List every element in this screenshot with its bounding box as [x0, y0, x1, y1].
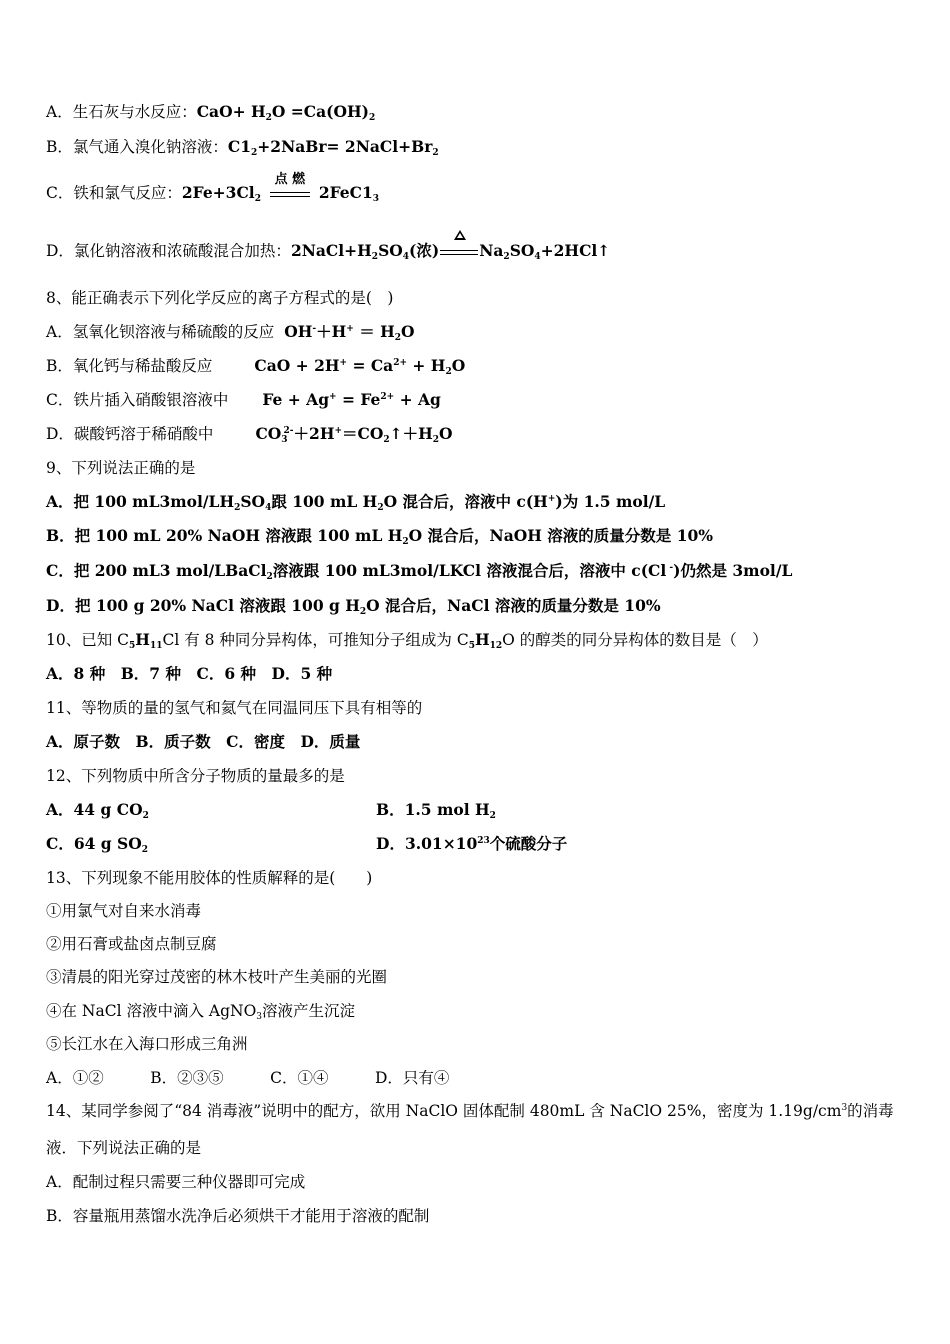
- q13-item-1: ①用氯气对自来水消毒: [46, 902, 202, 920]
- q10-options: A．8 种 B．7 种 C．6 种 D．5 种: [46, 664, 333, 683]
- q9-option-c: C．把 200 mL3 mol/LBaCl$_2$溶液跟 100 mL3mol/LKCl 溶液混合后，溶液中 c(Cl -)仍然是 3mol/L: [46, 561, 793, 582]
- q8-option-a: A．氢氧化钡溶液与稀硫酸的反应 $OH^-+H^+ = H_2O$: [46, 322, 415, 343]
- q13-item-3: ③清晨的阳光穿过茂密的林木枝叶产生美丽的光圈: [46, 968, 388, 986]
- q7-option-d: D．氯化钠溶液和浓硫酸混合加热：$2NaCl+H_2SO_4$(浓) $Na_2SO_4+2HCl↑$: [46, 241, 610, 262]
- q12-option-b: B．1.5 mol $H_2$: [376, 800, 496, 821]
- q12-options-row1: [46, 800, 906, 820]
- q9-stem: 9、下列说法正确的是: [46, 459, 196, 477]
- q8-option-c: C．铁片插入硝酸银溶液中 $Fe + Ag^+ = Fe^{2+} + Ag$: [46, 390, 441, 409]
- q12-option-d: D．$3.01\times 10^{23}$个硫酸分子: [376, 834, 568, 853]
- q13-item-5: ⑤长江水在入海口形成三角洲: [46, 1035, 248, 1053]
- q9-option-d: D．把 100 g 20% NaCl 溶液跟 100 g $H_2O$ 混合后，NaCl 溶液的质量分数是 10%: [46, 596, 661, 617]
- q13-stem: 13、下列现象不能用胶体的性质解释的是( ): [46, 869, 373, 887]
- q14-stem-line2: 液．下列说法正确的是: [46, 1139, 202, 1157]
- q13-options: A．①② B．②③⑤ C．①④ D．只有④: [46, 1069, 450, 1087]
- q11-stem: 11、等物质的量的氢气和氦气在同温同压下具有相等的: [46, 699, 423, 717]
- q13-item-2: ②用石膏或盐卤点制豆腐: [46, 935, 217, 953]
- q13-item-4: ④在 NaCl 溶液中滴入 AgNO$_3$溶液产生沉淀: [46, 1002, 356, 1022]
- q12-stem: 12、下列物质中所含分子物质的量最多的是: [46, 767, 345, 785]
- q11-options: A．原子数 B．质子数 C．密度 D．质量: [46, 732, 361, 751]
- q14-stem-line1: 14、某同学参阅了“84 消毒液”说明中的配方，欲用 NaClO 固体配制 480mL 含 NaClO 25%，密度为 $1.19g/cm^3$的消毒: [46, 1102, 894, 1120]
- q7-option-c: C．铁和氯气反应：$2Fe+3Cl_2$ 点 燃 $2FeC1_3$: [46, 172, 380, 204]
- q12-option-a: A．44 g $CO_2$: [46, 800, 149, 821]
- q9-option-b: B．把 100 mL 20% NaOH 溶液跟 100 mL $H_2O$ 混合后，NaOH 溶液的质量分数是 10%: [46, 526, 714, 547]
- reaction-condition-ignite: 点 燃: [268, 184, 312, 204]
- q8-option-b: B．氧化钙与稀盐酸反应 CaO + $2H^+ = Ca^{2+} + H_2O$: [46, 356, 466, 377]
- q12-options-row2: [46, 834, 906, 854]
- reaction-condition-heat-icon: [439, 242, 479, 262]
- q14-option-a: A．配制过程只需要三种仪器即可完成: [46, 1173, 306, 1191]
- q14-option-b: B．容量瓶用蒸馏水洗净后必须烘干才能用于溶液的配制: [46, 1207, 430, 1225]
- q12-option-c: C．64 g $SO_2$: [46, 834, 148, 855]
- q7-option-a: A．生石灰与水反应：$CaO+ H_2O =Ca(OH)_2$: [46, 102, 376, 123]
- q8-stem: 8、能正确表示下列化学反应的离子方程式的是( ): [46, 289, 394, 307]
- q10-stem: 10、已知 $C_5H_{11}Cl$ 有 8 种同分异构体，可推知分子组成为 $C_5H_{12}O$ 的醇类的同分异构体的数目是（ ）: [46, 630, 768, 651]
- q8-option-d: D．碳酸钙溶于稀硝酸中 $CO_3^{2-}+2H^+=CO_2↑+H_2O$: [46, 424, 453, 445]
- q7-option-b: B．氯气通入溴化钠溶液：$C1_2+2NaBr=$ $2NaCl+Br_2$: [46, 137, 439, 158]
- q9-option-a: A．把 100 $mL3mol/LH_2SO_4$跟 100 mL $H_2O$ 混合后，溶液中 c(H+)为 1.5 mol/L: [46, 492, 666, 513]
